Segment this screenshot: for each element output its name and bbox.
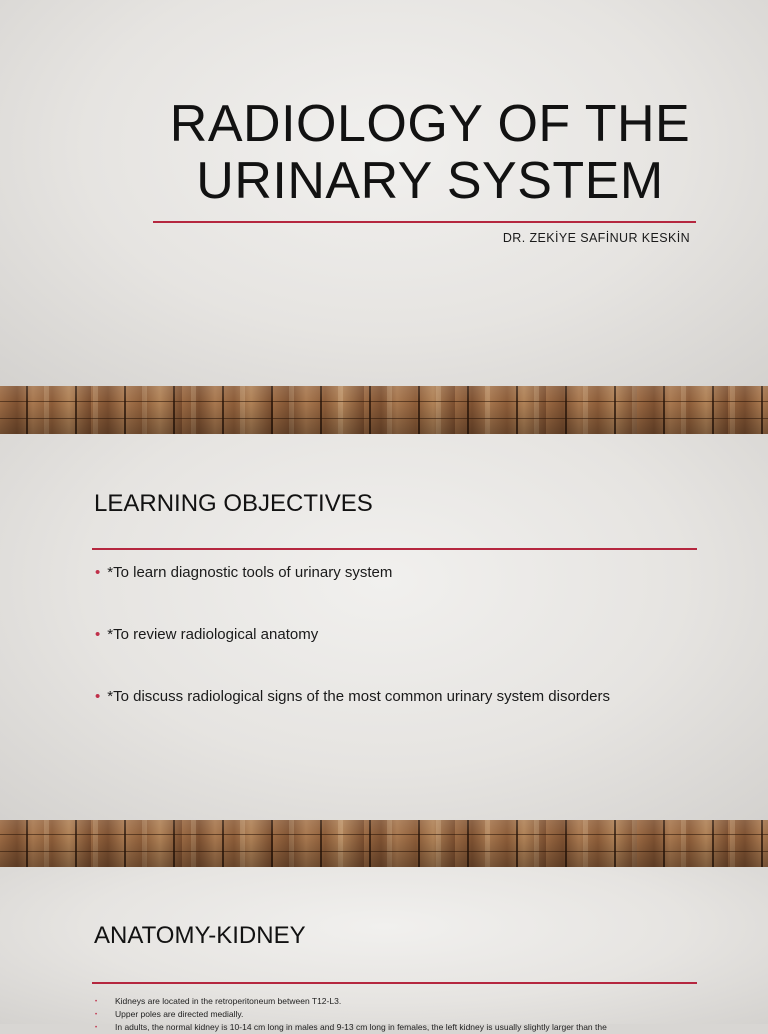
list-item: • Upper poles are directed medially. [95,1009,244,1019]
title-line-1: RADIOLOGY OF THE [169,95,691,153]
author-name: DR. ZEKİYE SAFİNUR KESKİN [502,231,690,245]
presentation-title [150,96,710,210]
title-divider [153,221,696,223]
wood-floor-divider [0,820,768,867]
list-item: • Kidneys are located in the retroperitoneum between T12-L3. [95,996,342,1006]
floor-seam [0,401,768,402]
bullet-icon: • [95,564,101,581]
slide-learning-objectives [0,434,768,820]
heading-divider [92,548,697,550]
slide-anatomy-kidney [0,867,768,1032]
list-item: • *To learn diagnostic tools of urinary system [95,564,393,581]
bullet-icon: • [95,999,98,1005]
bullet-icon: • [95,688,101,705]
floor-seam [0,851,768,852]
title-line-2: URINARY SYSTEM [196,152,664,210]
bullet-icon: • [95,1025,98,1031]
anatomy-list [95,995,607,1034]
floor-seam [0,418,768,419]
bullet-icon: • [95,1012,98,1018]
floor-seam [0,834,768,835]
slide-heading: LEARNING OBJECTIVES [94,490,373,517]
bullet-icon: • [95,626,101,643]
list-item: • *To review radiological anatomy [95,626,319,643]
wood-floor-divider [0,386,768,434]
slide-title [0,0,768,386]
slide-heading: ANATOMY-KIDNEY [94,922,306,949]
list-item: • In adults, the normal kidney is 10-14 cm long in males and 9-13 cm long in females, the left kidney is usually slightly larger than the [95,1022,607,1032]
list-item: • *To discuss radiological signs of the most common urinary system disorders [95,688,610,705]
heading-divider [92,982,697,984]
